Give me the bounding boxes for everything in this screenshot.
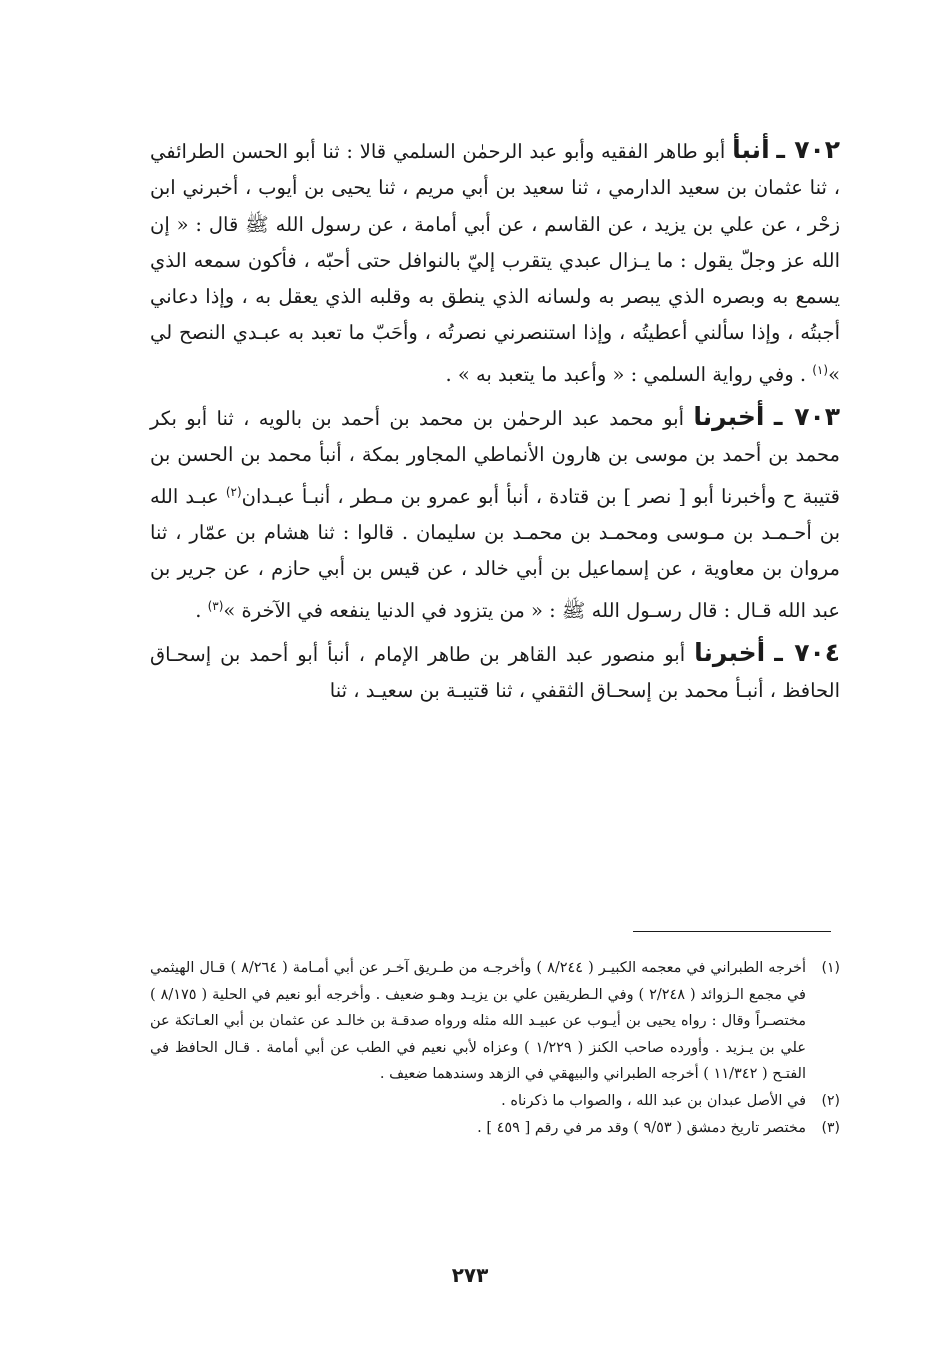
entry-703: [150, 399, 840, 629]
entry-keyword: أخبرنا: [694, 637, 766, 667]
footnote-marker: (١): [821, 960, 840, 976]
entry-number: ٧٠٣ ـ: [773, 402, 841, 432]
entry-variant-note: وفي رواية السلمي : « وأعبد ما يتعبد به » .: [445, 362, 794, 386]
entry-text-end: .: [195, 598, 208, 622]
footnote-reference: (١): [812, 362, 829, 377]
footnote-reference: (٣): [207, 598, 224, 613]
footnote-text: أخرجه الطبراني في معجمه الكبيـر ( ٨/٢٤٤ ) وأخرجـه من طـريق آخـر عن أبي أمـامة ( ٨/٢٦٤ ) قـال الهيثمي في مجمع الـزوائد ( ٢/٢٤٨ ) وفي الـطريقين علي بن يزيـد وهـو ضعيف . وأخرجه أبو نعيم في الحلية ( ٨/١٧٥ ) مختصـراً وقال : رواه يحيى بن أيـوب عن عبيـد الله مثله ورواه صدقـة بن خالـد عن عثمان بن أبي العـاتكة عن علي بن يـزيد . وأورده صاحب الكنز ( ١/٢٢٩ ) وعزاه لأبي نعيم في الطب عن أبي أمامة . قـال الحافظ في الفتـح ( ١١/٣٤٢ ) أخرجه الطبراني والبيهقي في الزهد وسندهما ضعيف .: [150, 960, 806, 1083]
footnote-reference: (٢): [225, 484, 242, 499]
entry-702: [150, 132, 840, 393]
entry-number: ٧٠٢ ـ: [776, 135, 840, 164]
page-number: ٢٧٣: [451, 1263, 489, 1287]
footnote-1: [150, 955, 840, 1088]
entry-number: ٧٠٤ ـ: [774, 637, 841, 667]
footnote-text: مختصر تاريخ دمشق ( ٩/٥٣ ) وقد مر في رقم [ ٤٥٩ ] .: [477, 1119, 806, 1136]
footnote-2: [150, 1088, 840, 1115]
entry-704: [150, 635, 840, 710]
footnote-marker: (٢): [821, 1092, 840, 1109]
footnotes: [150, 955, 840, 1141]
entry-keyword: أنبأ: [732, 135, 770, 164]
footnote-text: في الأصل عبدان بن عبد الله ، والصواب ما ذكرناه .: [501, 1092, 806, 1109]
main-text: [150, 132, 840, 715]
entry-text-end: .: [799, 362, 813, 386]
entry-text: أبو منصور عبد القاهر بن طاهر الإمام ، أنبأ أبو أحمد بن إسحـاق الحافظ ، أنبـأ محمد بن إسحـاق الثقفي ، ثنا قتيبـة بن سعيـد ، ثنا: [150, 642, 840, 703]
entry-text: أبو محمد عبد الرحمٰن بن محمد بن أحمد بن بالويه ، ثنا أبو بكر محمد بن أحمد بن موسى بن هارون الأنماطي المجاور بمكة ، أنبأ محمد بن الحسن بن قتيبة ح وأخبرنا أبو [ نصر ] بن قتادة ، أنبأ أبو عمرو بن مـطر ، أنبـأ عبـدان: [150, 407, 840, 508]
entry-text-continued: عبـد الله بن أحـمـد بن مـوسى ومحمـد بن محمـد بن سليمان . قالوا : ثنا هشام بن عمّار ، ثنا مروان بن معاوية ، عن إسماعيل بن أبي خالد ، عن قيس بن أبي حازم ، عن جرير بن عبد الله قـال : قال رسـول الله ﷺ : « من يتزود في الدنيا ينفعه في الآخرة »: [150, 484, 840, 622]
footnote-marker: (٣): [821, 1119, 840, 1136]
footnote-3: [150, 1115, 840, 1142]
footnote-divider: [633, 931, 831, 932]
entry-text: أبو طاهر الفقيه وأبو عبد الرحمٰن السلمي قالا : ثنا أبو الحسن الطرائفي ، ثنا عثمان بن سعيد الدارمي ، ثنا سعيد بن أبي مريم ، ثنا يحيى بن أيوب ، أخبرني ابن زحْر ، عن علي بن يزيد ، عن القاسم ، عن أبي أمامة ، عن رسول الله ﷺ قال : « إن الله عز وجلّ يقول : ما يـزال عبدي يتقرب إليّ بالنوافل حتى أحبّه ، فأكون سمعه الذي يسمع به وبصره الذي يبصر به ولسانه الذي ينطق به وقلبه الذي يعقل به ، وإذا دعاني أجبتُه ، وإذا سألني أعطيتُه ، وإذا استنصرني نصرتُه ، وأحَبّ ما تعبد به عبـدي النصح لي »: [150, 140, 840, 386]
entry-keyword: أخبرنا: [693, 402, 765, 432]
